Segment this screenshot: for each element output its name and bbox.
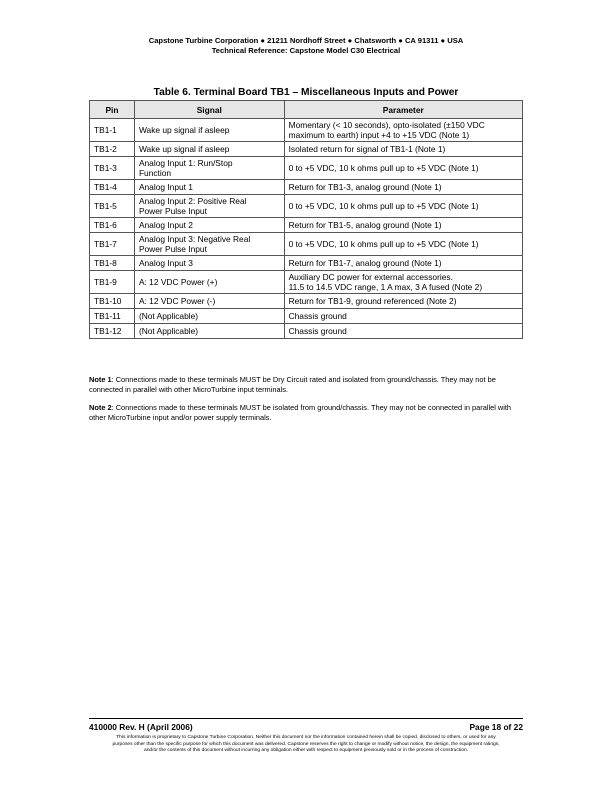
signal-cell: (Not Applicable)	[134, 309, 284, 324]
signal-cell: Analog Input 2	[134, 218, 284, 233]
proprietary-disclaimer	[89, 735, 523, 755]
table-row	[90, 309, 523, 324]
signal-cell	[134, 233, 284, 256]
table-row	[90, 218, 523, 233]
table-row	[90, 157, 523, 180]
table-row	[90, 195, 523, 218]
note-2-text: : Connections made to these terminals MUST be isolated from ground/chassis. They may not be connected in parallel with other MicroTurbine input and/or power supply terminals.	[89, 403, 512, 422]
table-row	[90, 294, 523, 309]
disclaimer-line: and/or the contents of this document without incurring any obligation either with respect to equipment previously sold or in the process of construction.	[143, 748, 469, 754]
table-header-row	[90, 101, 523, 119]
column-header-parameter: Parameter	[284, 101, 522, 119]
signal-cell	[134, 195, 284, 218]
note-1-text: : Connections made to these terminals MUST be Dry Circuit rated and isolated from ground/chassis. They may not be connected in parallel with other MicroTurbine input terminals.	[89, 375, 496, 394]
signal-cell: Wake up signal if asleep	[134, 119, 284, 142]
pin-cell: TB1-12	[90, 324, 135, 339]
parameter-cell: 0 to +5 VDC, 10 k ohms pull up to +5 VDC (Note 1)	[284, 157, 522, 180]
parameter-cell: Return for TB1-7, analog ground (Note 1)	[284, 256, 522, 271]
table-notes	[89, 375, 523, 431]
table-row	[90, 119, 523, 142]
signal-cell	[134, 157, 284, 180]
table-row	[90, 233, 523, 256]
parameter-cell: Return for TB1-9, ground referenced (Note 2)	[284, 294, 522, 309]
note-2	[89, 403, 523, 423]
signal-cell: Analog Input 1	[134, 180, 284, 195]
signal-cell: Wake up signal if asleep	[134, 142, 284, 157]
table-row	[90, 271, 523, 294]
signal-cell: (Not Applicable)	[134, 324, 284, 339]
note-1-label: Note 1	[89, 375, 112, 384]
signal-cell: A: 12 VDC Power (+)	[134, 271, 284, 294]
parameter-line: Momentary (< 10 seconds), opto-isolated (±150 VDC	[288, 120, 485, 130]
signal-line: Analog Input 1: Run/Stop	[138, 158, 233, 168]
note-1	[89, 375, 523, 395]
pin-cell: TB1-2	[90, 142, 135, 157]
signal-line: Analog Input 3: Negative Real	[138, 234, 251, 244]
parameter-cell	[284, 271, 522, 294]
pin-cell: TB1-1	[90, 119, 135, 142]
table-row	[90, 256, 523, 271]
footer-divider	[89, 718, 523, 719]
column-header-signal: Signal	[134, 101, 284, 119]
table-row	[90, 142, 523, 157]
table-row	[90, 324, 523, 339]
signal-line: Power Pulse Input	[138, 244, 207, 254]
pin-cell: TB1-5	[90, 195, 135, 218]
pin-cell: TB1-10	[90, 294, 135, 309]
signal-line: Analog Input 2: Positive Real	[138, 196, 247, 206]
pin-cell: TB1-9	[90, 271, 135, 294]
parameter-cell	[284, 119, 522, 142]
pin-cell: TB1-4	[90, 180, 135, 195]
parameter-line: maximum to earth) input +4 to +15 VDC (Note 1)	[288, 130, 470, 140]
note-2-label: Note 2	[89, 403, 112, 412]
parameter-cell: Return for TB1-3, analog ground (Note 1)	[284, 180, 522, 195]
document-revision: 410000 Rev. H (April 2006)	[89, 722, 193, 732]
table-row	[90, 180, 523, 195]
parameter-cell: Chassis ground	[284, 309, 522, 324]
pin-cell: TB1-11	[90, 309, 135, 324]
header-reference-line: Technical Reference: Capstone Model C30 Electrical	[211, 46, 401, 55]
parameter-cell: Return for TB1-5, analog ground (Note 1)	[284, 218, 522, 233]
parameter-cell: 0 to +5 VDC, 10 k ohms pull up to +5 VDC (Note 1)	[284, 233, 522, 256]
terminal-board-table	[89, 100, 523, 339]
pin-cell: TB1-6	[90, 218, 135, 233]
parameter-cell: Isolated return for signal of TB1-1 (Note 1)	[284, 142, 522, 157]
parameter-cell: Chassis ground	[284, 324, 522, 339]
page-header	[0, 36, 612, 56]
pin-cell: TB1-7	[90, 233, 135, 256]
disclaimer-line: This information is proprietary to Capstone Turbine Corporation. Neither this document nor the information contained herein shall be copied, disclosed to others, or used for any	[116, 735, 496, 740]
parameter-line: Auxiliary DC power for external accessories.	[288, 272, 453, 282]
signal-line: Power Pulse Input	[138, 206, 207, 216]
page-number: Page 18 of 22	[469, 722, 523, 732]
table-title: Table 6. Terminal Board TB1 – Miscellaneous Inputs and Power	[153, 87, 459, 98]
pin-cell: TB1-3	[90, 157, 135, 180]
signal-cell: Analog Input 3	[134, 256, 284, 271]
parameter-line: 11.5 to 14.5 VDC range, 1 A max, 3 A fused (Note 2)	[288, 282, 483, 292]
column-header-pin: Pin	[90, 101, 135, 119]
parameter-cell: 0 to +5 VDC, 10 k ohms pull up to +5 VDC (Note 1)	[284, 195, 522, 218]
disclaimer-line: purposes other than the specific purpose for which this document was delivered. Capstone reserves the right to change or modify without notice, the design, the equipment ratings,	[112, 741, 500, 747]
signal-line: Function	[138, 168, 172, 178]
signal-cell: A: 12 VDC Power (-)	[134, 294, 284, 309]
header-company-line: Capstone Turbine Corporation ● 21211 Nordhoff Street ● Chatsworth ● CA 91311 ● USA	[148, 36, 464, 45]
pin-cell: TB1-8	[90, 256, 135, 271]
